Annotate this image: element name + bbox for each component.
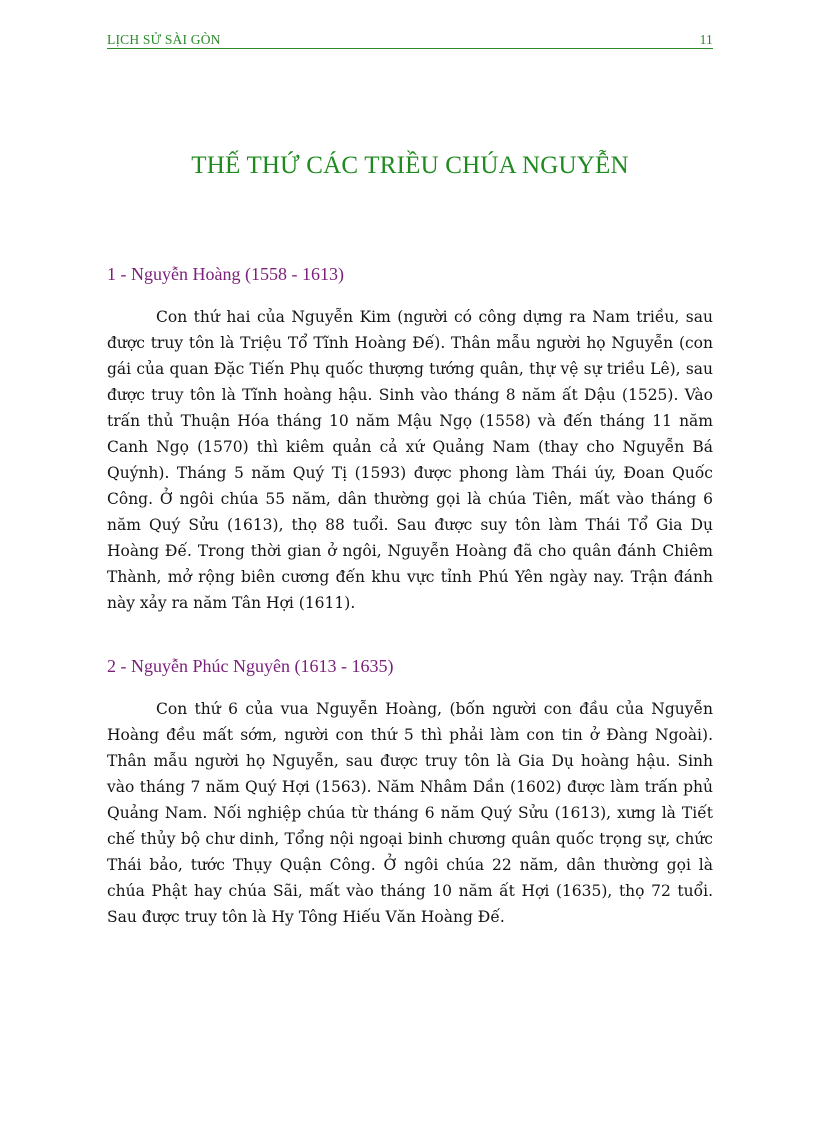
section-nguyen-phuc-nguyen — [107, 654, 713, 930]
section-heading: 1 - Nguyễn Hoàng (1558 - 1613) — [107, 264, 344, 284]
page-header — [107, 31, 713, 49]
section-nguyen-hoang — [107, 262, 713, 616]
running-title: LỊCH SỬ SÀI GÒN — [107, 32, 221, 47]
section-paragraph: Con thứ 6 của vua Nguyễn Hoàng, (bốn người con đầu của Nguyễn Hoàng đều mất sớm, người con thứ 5 thì phải làm con tin ở Đàng Ngoài). Thân mẫu người họ Nguyễn, sau được truy tôn là Gia Dụ hoàng hậu. Sinh vào tháng 7 năm Quý Hợi (1563). Năm Nhâm Dần (1602) được làm trấn phủ Quảng Nam. Nối nghiệp chúa từ tháng 6 năm Quý Sửu (1613), xưng là Tiết chế thủy bộ chư dinh, Tổng nội ngoại binh chương quân quốc trọng sự, chức Thái bảo, tước Thụy Quận Công. Ở ngôi chúa 22 năm, dân thường gọi là chúa Phật hay chúa Sãi, mất vào tháng 10 năm ất Hợi (1635), thọ 72 tuổi. Sau được truy tôn là Hy Tông Hiếu Văn Hoàng Đế. — [107, 700, 713, 926]
chapter-title: THẾ THỨ CÁC TRIỀU CHÚA NGUYỄN — [191, 152, 629, 179]
section-heading: 2 - Nguyễn Phúc Nguyên (1613 - 1635) — [107, 656, 394, 676]
section-paragraph: Con thứ hai của Nguyễn Kim (người có công dựng ra Nam triều, sau được truy tôn là Triệu Tổ Tĩnh Hoàng Đế). Thân mẫu người họ Nguyễn (con gái của quan Đặc Tiến Phụ quốc thượng tướng quân, thự vệ sự triều Lê), sau được truy tôn là Tĩnh hoàng hậu. Sinh vào tháng 8 năm ất Dậu (1525). Vào trấn thủ Thuận Hóa tháng 10 năm Mậu Ngọ (1558) và đến tháng 11 năm Canh Ngọ (1570) thì kiêm quản cả xứ Quảng Nam (thay cho Nguyễn Bá Quýnh). Tháng 5 năm Quý Tị (1593) được phong làm Thái úy, Đoan Quốc Công. Ở ngôi chúa 55 năm, dân thường gọi là chúa Tiên, mất vào tháng 6 năm Quý Sửu (1613), thọ 88 tuổi. Sau được suy tôn làm Thái Tổ Gia Dụ Hoàng Đế. Trong thời gian ở ngôi, Nguyễn Hoàng đã cho quân đánh Chiêm Thành, mở rộng biên cương đến khu vực tỉnh Phú Yên ngày nay. Trận đánh này xảy ra năm Tân Hợi (1611). — [107, 308, 713, 612]
page-number: 11 — [699, 32, 713, 47]
